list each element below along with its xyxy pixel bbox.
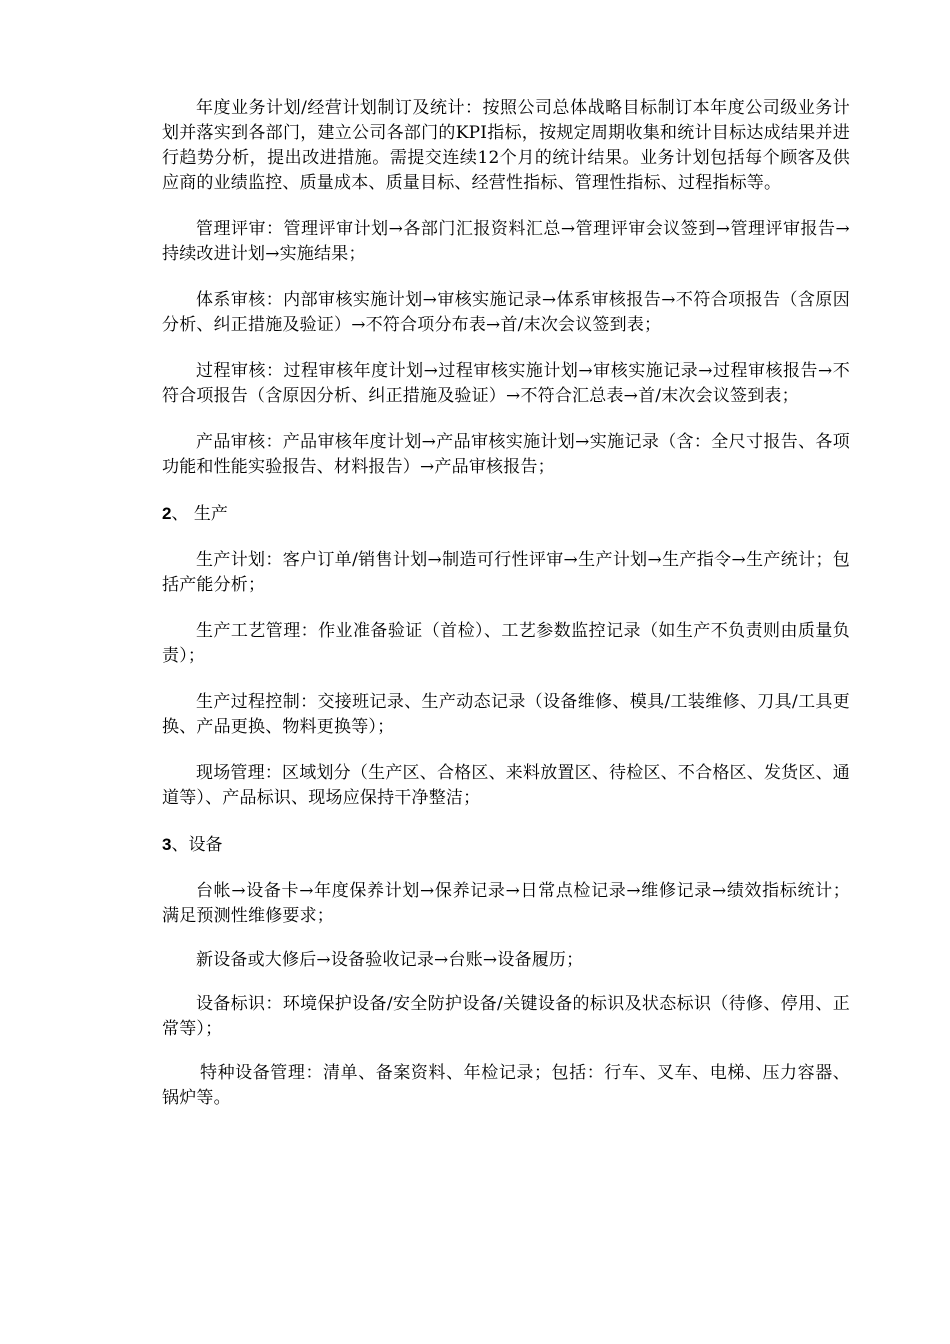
section-heading-production xyxy=(162,501,850,527)
paragraph-system-audit: 体系审核：内部审核实施计划→审核实施记录→体系审核报告→不符合项报告（含原因分析、纠正措施及验证）→不符合项分布表→首/末次会议签到表； xyxy=(162,290,850,335)
paragraph-site-management: 现场管理：区域划分（生产区、合格区、来料放置区、待检区、不合格区、发货区、通道等）、产品标识、现场应保持干净整洁； xyxy=(162,763,850,808)
paragraph-product-audit: 产品审核：产品审核年度计划→产品审核实施计划→实施记录（含：全尺寸报告、各项功能和性能实验报告、材料报告）→产品审核报告； xyxy=(162,432,850,477)
section-separator: 、 xyxy=(171,504,194,524)
section-number: 3 xyxy=(162,835,172,854)
section-number: 2 xyxy=(162,504,172,523)
paragraph-process-control: 生产过程控制：交接班记录、生产动态记录（设备维修、模具/工装维修、刀具/工具更换、产品更换、物料更换等）； xyxy=(162,692,850,737)
section-heading-equipment xyxy=(162,832,850,858)
paragraph-equipment-identification: 设备标识：环境保护设备/安全防护设备/关键设备的标识及状态标识（待修、停用、正常等）； xyxy=(162,994,850,1039)
document-body xyxy=(162,96,850,1111)
paragraph-equipment-ledger: 台帐→设备卡→年度保养计划→保养记录→日常点检记录→维修记录→绩效指标统计；满足预测性维修要求； xyxy=(162,881,850,926)
paragraph-management-review: 管理评审：管理评审计划→各部门汇报资料汇总→管理评审会议签到→管理评审报告→持续改进计划→实施结果； xyxy=(162,219,850,264)
section-title: 设备 xyxy=(188,835,223,855)
paragraph-process-audit: 过程审核：过程审核年度计划→过程审核实施计划→审核实施记录→过程审核报告→不符合项报告（含原因分析、纠正措施及验证）→不符合汇总表→首/末次会议签到表； xyxy=(162,361,850,406)
section-separator: 、 xyxy=(171,835,189,855)
paragraph-process-management: 生产工艺管理：作业准备验证（首检）、工艺参数监控记录（如生产不负责则由质量负责）； xyxy=(162,621,850,666)
paragraph-new-equipment: 新设备或大修后→设备验收记录→台账→设备履历； xyxy=(196,950,584,970)
paragraph-production-plan: 生产计划：客户订单/销售计划→制造可行性评审→生产计划→生产指令→生产统计；包括产能分析； xyxy=(162,550,850,595)
paragraph-special-equipment: 特种设备管理：清单、备案资料、年检记录；包括：行车、叉车、电梯、压力容器、锅炉等。 xyxy=(162,1063,850,1108)
section-title: 生产 xyxy=(193,504,228,524)
paragraph-business-plan: 年度业务计划/经营计划制订及统计：按照公司总体战略目标制订本年度公司级业务计划并落实到各部门，建立公司各部门的KPI指标，按规定周期收集和统计目标达成结果并进行趋势分析，提出改进措施。需提交连续12个月的统计结果。业务计划包括每个顾客及供应商的业绩监控、质量成本、质量目标、经营性指标、管理性指标、过程指标等。 xyxy=(162,98,850,193)
